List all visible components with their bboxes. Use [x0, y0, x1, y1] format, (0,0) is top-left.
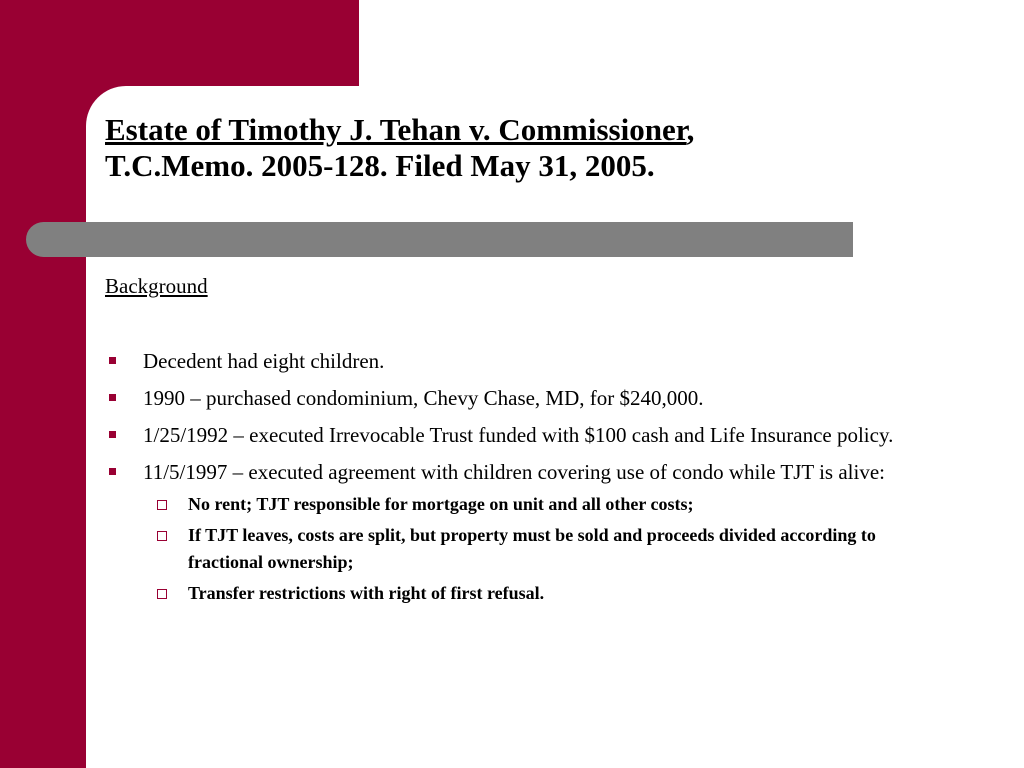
bullet-text: 11/5/1997 – executed agreement with children covering use of condo while TJT is alive: [143, 460, 885, 484]
sub-bullet-item [143, 522, 945, 576]
sub-bullet-item [143, 580, 945, 607]
bullet-list [105, 346, 945, 614]
sub-bullet-text: Transfer restrictions with right of first refusal. [188, 583, 545, 603]
filled-square-icon [109, 431, 116, 438]
bullet-item [105, 420, 945, 450]
bullet-text: 1990 – purchased condominium, Chevy Chase, MD, for $240,000. [143, 386, 704, 410]
bullet-item [105, 383, 945, 413]
bullet-item [105, 457, 945, 607]
sub-bullet-text: If TJT leaves, costs are split, but property must be sold and proceeds divided according to fractional ownership; [188, 525, 876, 572]
hollow-square-shadow-icon [157, 531, 167, 541]
bullet-item [105, 346, 945, 376]
hollow-square-shadow-icon [157, 589, 167, 599]
filled-square-icon [109, 468, 116, 475]
sub-bullet-list [143, 491, 945, 607]
top-accent-block [0, 0, 359, 86]
bullet-text: 1/25/1992 – executed Irrevocable Trust funded with $100 cash and Life Insurance policy. [143, 423, 894, 447]
title-case-name: Estate of Timothy J. Tehan v. Commissioner [105, 112, 687, 147]
sub-bullet-text: No rent; TJT responsible for mortgage on unit and all other costs; [188, 494, 694, 514]
hollow-square-shadow-icon [157, 500, 167, 510]
left-accent-band [0, 0, 86, 768]
title-citation: T.C.Memo. 2005-128. Filed May 31, 2005. [105, 148, 655, 183]
bullet-text: Decedent had eight children. [143, 349, 385, 373]
title-comma: , [686, 112, 695, 147]
slide-title [105, 112, 985, 184]
title-divider-bar [26, 222, 853, 257]
section-heading: Background [105, 274, 208, 298]
filled-square-icon [109, 394, 116, 401]
filled-square-icon [109, 357, 116, 364]
title-line-1 [105, 112, 985, 148]
sub-bullet-item [143, 491, 945, 518]
